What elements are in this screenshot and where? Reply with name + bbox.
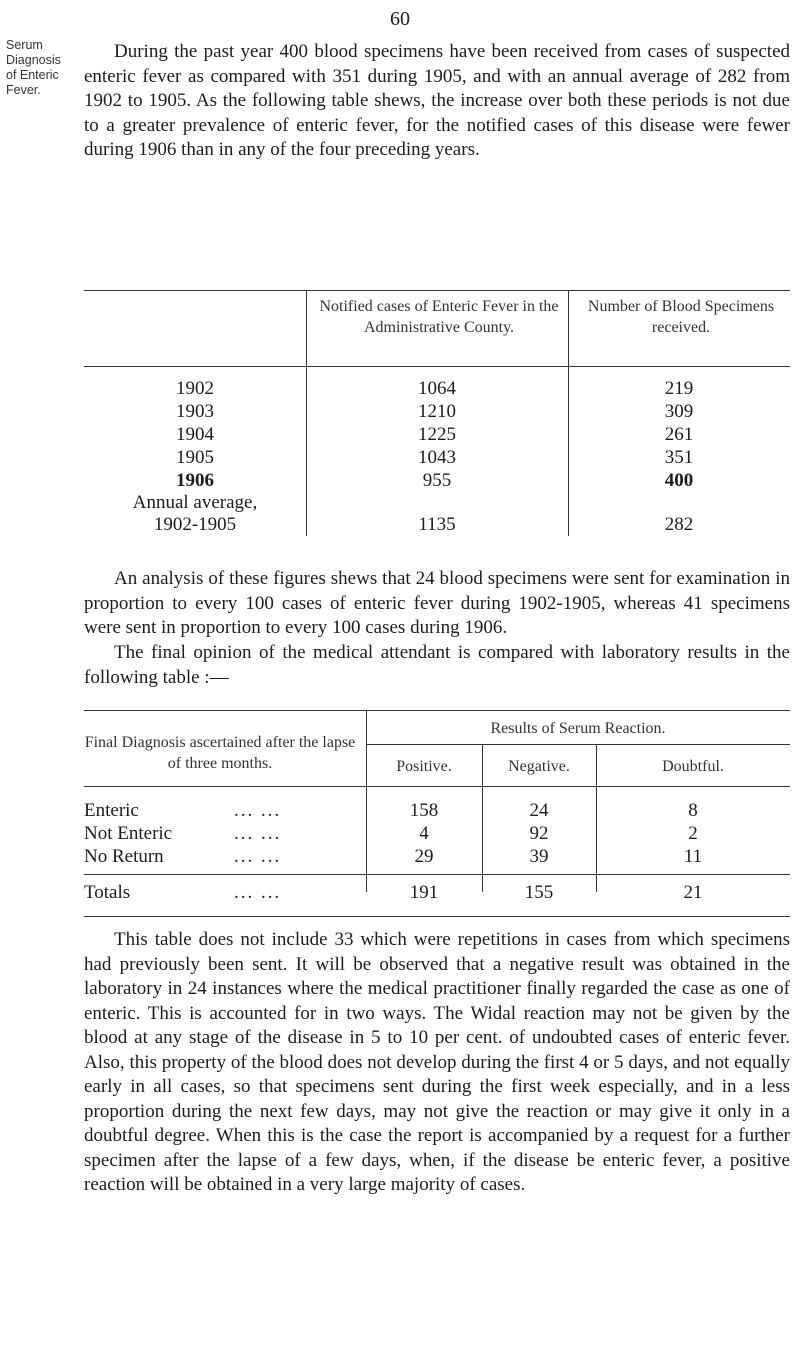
year-cell: 1906 — [176, 470, 214, 491]
negative-cell: 39 — [529, 846, 549, 867]
paragraph-discussion: This table does not include 33 which were repetitions in cases from which specimens had previously been sent. It will be observed that a negative result was obtained in the laboratory in 24 instances where the medical practitioner finally regarded the case as one of enteric. This is accounted for in two ways. The Widal reaction may not be given by the blood at any stage of the disease in 5 to 10 per cent. of undoubted cases of enteric fever. Also, this property of the blood does not develop during the first 4 or 5 days, and not equally early in all cases, so that specimens sent during the first week especially, and in a less proportion during the next few days, may not give the reaction or may give it only in a doubtful degree. When this is the case the report is accompanied by a request for a further specimen after the lapse of a few days, when, if the disease be enteric fever, a positive reaction will be obtained in a very large majority of cases. — [84, 929, 790, 1195]
year-cell: 1902 — [176, 378, 214, 399]
table-rule — [84, 710, 790, 711]
leader-dots: ... ... — [234, 882, 282, 903]
page-number: 60 — [390, 8, 410, 30]
specimens-cell: 261 — [664, 424, 694, 445]
average-specimens: 282 — [664, 514, 694, 535]
table-rule — [84, 874, 790, 875]
year-cell: 1903 — [176, 401, 214, 422]
row-label-no-return: No Return — [84, 846, 164, 867]
notified-cases-table — [84, 290, 790, 538]
average-period: 1902-1905 — [153, 514, 237, 535]
doubtful-cell: 2 — [688, 823, 698, 844]
row-label-not-enteric: Not Enteric — [84, 823, 173, 844]
positive-cell: 29 — [414, 846, 434, 867]
year-cell: 1905 — [176, 447, 214, 468]
table-rule — [366, 744, 790, 745]
positive-cell: 158 — [409, 800, 439, 821]
header-negative: Negative. — [508, 758, 570, 775]
paragraph-comparison: The final opinion of the medical attendant is compared with laboratory results in the following table :— — [84, 642, 790, 688]
totals-positive: 191 — [409, 882, 439, 903]
leader-dots: ... ... — [234, 800, 282, 821]
paragraph-analysis: An analysis of these figures shews that 24 blood specimens were sent for examination in proportion to every 100 cases of enteric fever during 1902-1905, whereas 41 specimens were sent in proportion to every 100 cases during 1906. — [84, 568, 790, 638]
header-doubtful: Doubtful. — [662, 758, 724, 775]
negative-cell: 24 — [529, 800, 549, 821]
average-notified: 1135 — [418, 514, 456, 535]
header-blood-specimens: Number of Blood Specimens received. — [587, 298, 775, 336]
specimens-cell: 309 — [664, 401, 694, 422]
negative-cell: 92 — [529, 823, 549, 844]
table-rule — [84, 366, 790, 367]
table-rule — [84, 786, 790, 787]
doubtful-cell: 8 — [688, 800, 698, 821]
header-serum-results: Results of Serum Reaction. — [490, 720, 666, 737]
year-cell: 1904 — [176, 424, 214, 445]
positive-cell: 4 — [419, 823, 429, 844]
header-notified-cases: Notified cases of Enteric Fever in the Administrative County. — [319, 298, 559, 336]
average-label: Annual average, — [132, 492, 258, 513]
totals-doubtful: 21 — [683, 882, 703, 903]
specimens-cell: 351 — [664, 447, 694, 468]
margin-note: Serum Diagnosis of Enteric Fever. — [6, 38, 61, 97]
header-final-diagnosis: Final Diagnosis ascertained after the lapse of three months. — [84, 734, 356, 772]
paragraph-intro: During the past year 400 blood specimens have been received from cases of suspected enteric fever as compared with 351 during 1905, and with an annual average of 282 from 1902 to 1905. As the following table shews, the increase over both these periods is not due to a greater prevalence of enteric fever, for the notified cases of this disease were fewer during 1906 than in any of the four preceding years. — [84, 41, 790, 160]
notified-cell: 1064 — [418, 378, 456, 399]
specimens-cell: 400 — [664, 470, 694, 491]
serum-results-table — [84, 710, 790, 906]
totals-negative: 155 — [524, 882, 554, 903]
specimens-cell: 219 — [664, 378, 694, 399]
totals-label: Totals — [84, 882, 131, 903]
doubtful-cell: 11 — [683, 846, 703, 867]
table-rule — [84, 290, 790, 291]
notified-cell: 955 — [422, 470, 452, 491]
table-rule — [84, 916, 790, 917]
leader-dots: ... ... — [234, 823, 282, 844]
leader-dots: ... ... — [234, 846, 282, 867]
notified-cell: 1225 — [418, 424, 456, 445]
row-label-enteric: Enteric — [84, 800, 139, 821]
notified-cell: 1210 — [418, 401, 456, 422]
header-positive: Positive. — [396, 758, 452, 775]
notified-cell: 1043 — [418, 447, 456, 468]
